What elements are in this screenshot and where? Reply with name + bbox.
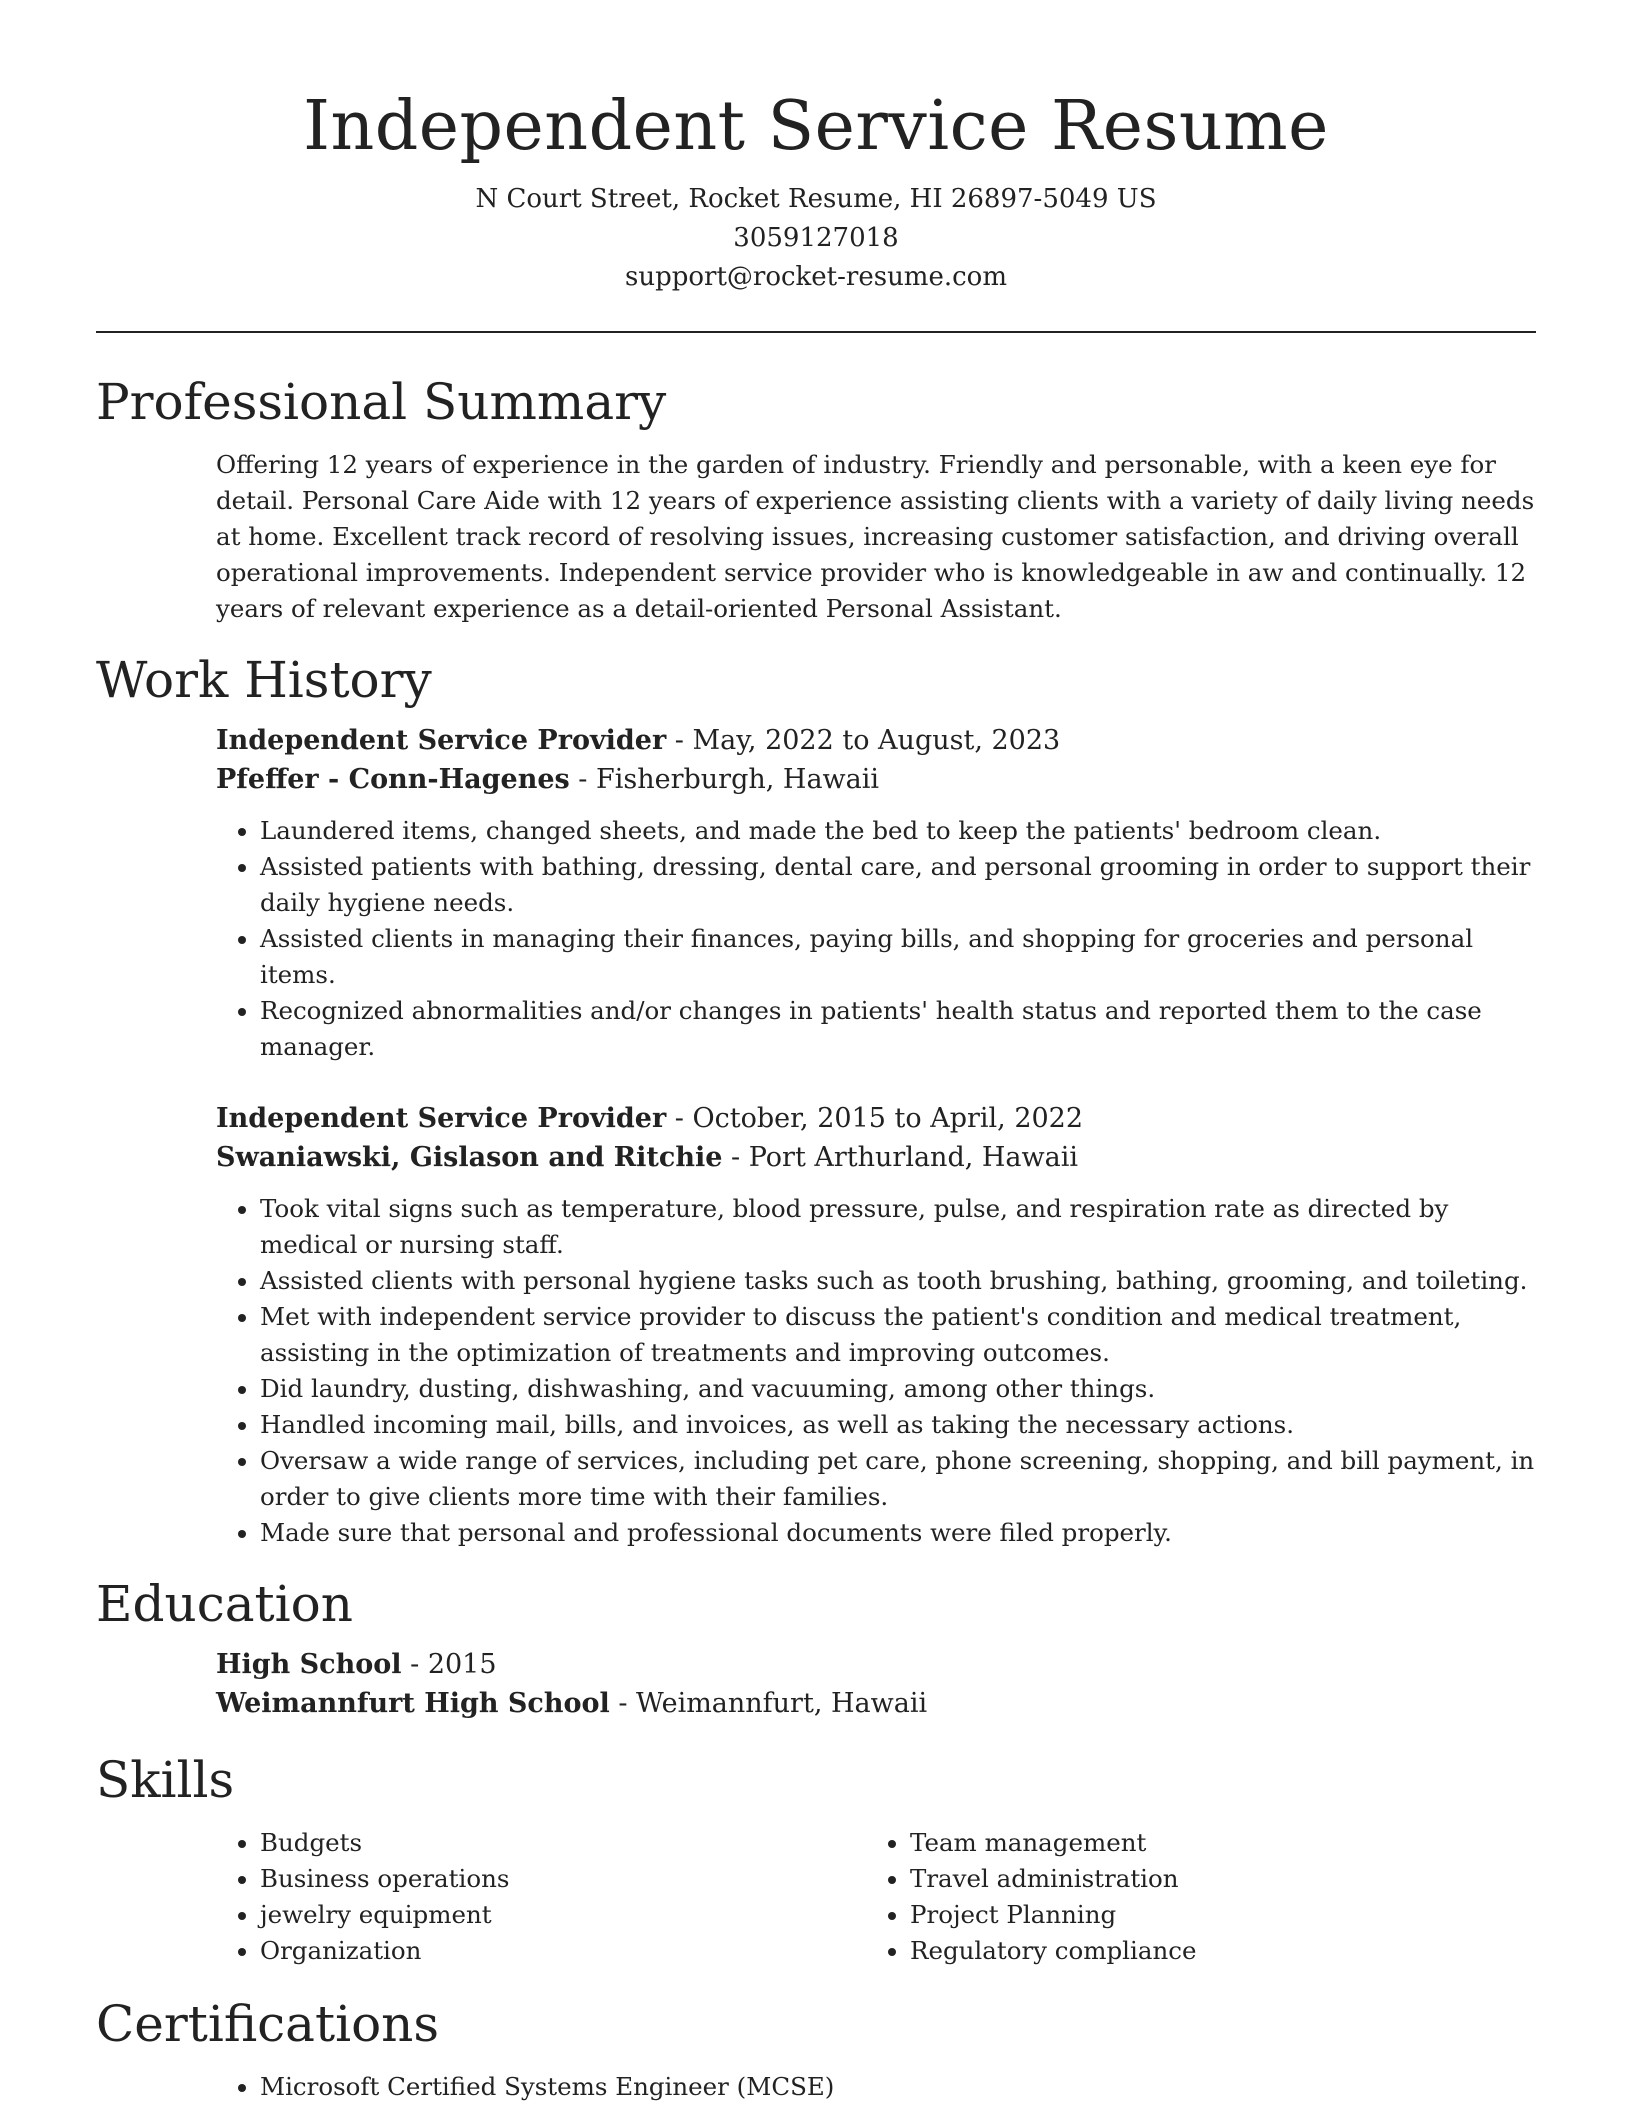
job-bullets [216, 813, 1536, 1065]
skill-item: • Business operations [260, 1861, 866, 1897]
job-entry [96, 1099, 1536, 1551]
skill-item: • Team management [910, 1825, 1516, 1861]
skill-item: • Project Planning [910, 1897, 1516, 1933]
education-school: Weimannfurt High School [216, 1688, 610, 1719]
section-skills [96, 1749, 1536, 1969]
job-location: - Fisherburgh, Hawaii [569, 764, 880, 795]
certification-item: • Microsoft Certified Systems Engineer (MCSE) [260, 2069, 1536, 2105]
skill-item: • Travel administration [910, 1861, 1516, 1897]
job-company-line [216, 1138, 1536, 1177]
list-item: • Assisted patients with bathing, dressing, dental care, and personal grooming in order to support their daily hygiene needs. [260, 849, 1536, 921]
section-title-skills: Skills [96, 1751, 235, 1809]
list-item: • Took vital signs such as temperature, blood pressure, pulse, and respiration rate as directed by medical or nursing staff. [260, 1191, 1536, 1263]
job-title-line [216, 721, 1536, 760]
section-title-work: Work History [96, 651, 432, 709]
header-divider [96, 331, 1536, 333]
resume-page [96, 0, 1536, 2105]
job-role: Independent Service Provider [216, 725, 667, 756]
education-year: - 2015 [401, 1649, 497, 1680]
job-dates: - May, 2022 to August, 2023 [666, 725, 1061, 756]
skill-item: • jewelry equipment [260, 1897, 866, 1933]
list-item: • Made sure that personal and professional documents were filed properly. [260, 1515, 1536, 1551]
summary-text: Offering 12 years of experience in the garden of industry. Friendly and personable, with a keen eye for detail. Personal Care Aide with 12 years of experience assisting clients with a variety of daily living needs at home. Excellent track record of resolving issues, increasing customer satisfaction, and driving overall operational improvements. Independent service provider who is knowledgeable in aw and continually. 12 years of relevant experience as a detail-oriented Personal Assistant. [216, 450, 1535, 623]
section-title-education: Education [96, 1575, 353, 1633]
job-title-line [216, 1099, 1536, 1138]
job-location: - Port Arthurland, Hawaii [722, 1142, 1079, 1173]
education-school-line [216, 1684, 1536, 1723]
job-company: Swaniawski, Gislason and Ritchie [216, 1142, 723, 1173]
section-summary [96, 371, 1536, 627]
resume-header [96, 0, 1536, 297]
job-company: Pfeffer - Conn-Hagenes [216, 764, 570, 795]
section-title-certifications: Certifications [96, 1995, 440, 2053]
resume-name: Independent Service Resume [303, 87, 1329, 166]
education-location: - Weimannfurt, Hawaii [609, 1688, 928, 1719]
job-bullets [216, 1191, 1536, 1551]
job-entry [96, 721, 1536, 1065]
section-education [96, 1573, 1536, 1723]
contact-email: support@rocket-resume.com [624, 262, 1007, 292]
certifications-list [216, 2069, 1536, 2105]
list-item: • Oversaw a wide range of services, including pet care, phone screening, shopping, and bill payment, in order to give clients more time with their families. [260, 1443, 1536, 1515]
list-item: • Recognized abnormalities and/or changes in patients' health status and reported them to the case manager. [260, 993, 1536, 1065]
section-work-history [96, 649, 1536, 1551]
job-dates: - October, 2015 to April, 2022 [666, 1103, 1084, 1134]
list-item: • Did laundry, dusting, dishwashing, and vacuuming, among other things. [260, 1371, 1536, 1407]
skill-item: • Organization [260, 1933, 866, 1969]
skills-column-right [866, 1825, 1516, 1969]
skills-grid [216, 1825, 1536, 1969]
section-title-summary: Professional Summary [96, 373, 667, 431]
contact-block [96, 180, 1536, 297]
job-company-line [216, 760, 1536, 799]
education-degree-line [216, 1645, 1536, 1684]
job-role: Independent Service Provider [216, 1103, 667, 1134]
contact-phone: 3059127018 [733, 223, 899, 253]
list-item: • Assisted clients in managing their finances, paying bills, and shopping for groceries and personal items. [260, 921, 1536, 993]
contact-address: N Court Street, Rocket Resume, HI 26897-5049 US [475, 184, 1157, 214]
section-certifications [96, 1993, 1536, 2105]
skills-column-left [216, 1825, 866, 1969]
list-item: • Handled incoming mail, bills, and invoices, as well as taking the necessary actions. [260, 1407, 1536, 1443]
education-degree: High School [216, 1649, 402, 1680]
list-item: • Assisted clients with personal hygiene tasks such as tooth brushing, bathing, grooming, and toileting. [260, 1263, 1536, 1299]
skill-item: • Budgets [260, 1825, 866, 1861]
list-item: • Laundered items, changed sheets, and made the bed to keep the patients' bedroom clean. [260, 813, 1536, 849]
list-item: • Met with independent service provider to discuss the patient's condition and medical treatment, assisting in the optimization of treatments and improving outcomes. [260, 1299, 1536, 1371]
skill-item: • Regulatory compliance [910, 1933, 1516, 1969]
